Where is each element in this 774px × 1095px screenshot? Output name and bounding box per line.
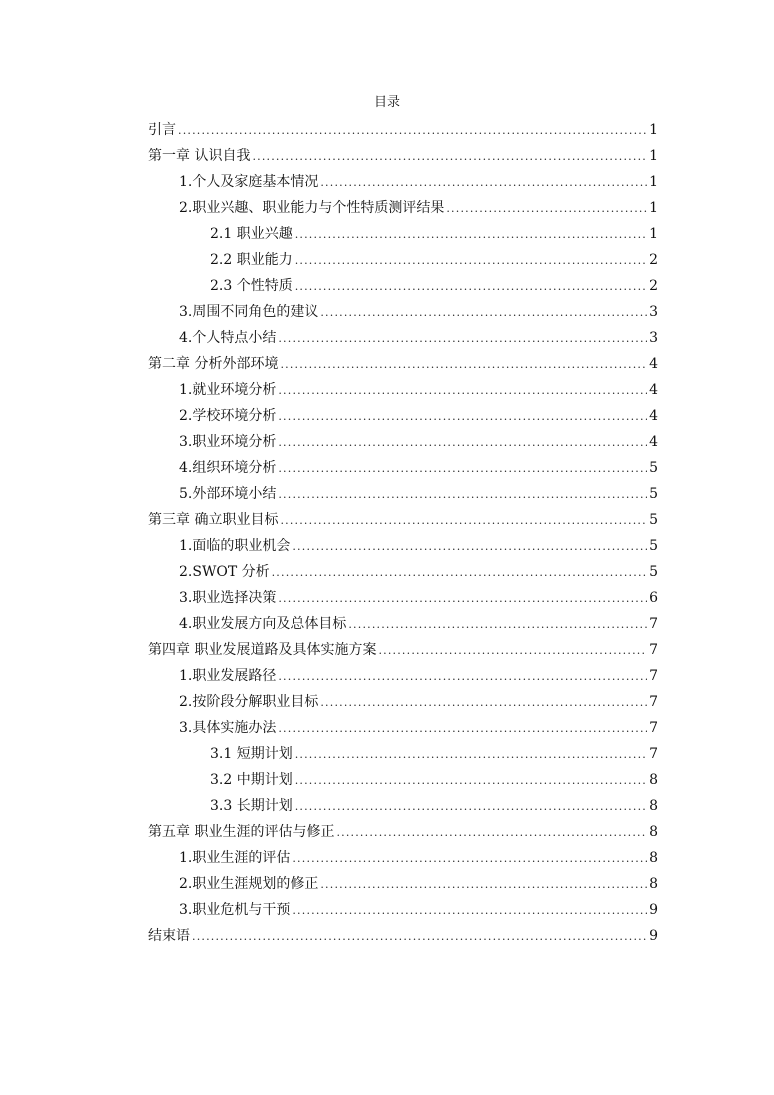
toc-page-number: 1	[649, 226, 658, 242]
toc-page-number: 8	[649, 798, 658, 814]
toc-page-number: 3	[649, 304, 658, 320]
toc-entry-label: 2.3 个性特质	[210, 278, 293, 294]
toc-entry[interactable]	[148, 247, 658, 273]
toc-entry[interactable]	[148, 273, 658, 299]
toc-entry[interactable]	[148, 325, 658, 351]
toc-entry-label: 3.职业环境分析	[179, 434, 277, 450]
toc-entry[interactable]	[148, 299, 658, 325]
toc-entry-label: 1.个人及家庭基本情况	[179, 174, 319, 190]
dot-leader	[295, 768, 647, 794]
toc-page-number: 7	[649, 720, 658, 736]
toc-page-number: 1	[649, 148, 658, 164]
toc-page-number: 5	[649, 538, 658, 554]
toc-page-number: 8	[649, 824, 658, 840]
toc-entry[interactable]	[148, 897, 658, 923]
toc-entry-label: 3.周围不同角色的建议	[179, 304, 319, 320]
dot-leader	[278, 716, 647, 742]
toc-entry-label: 3.具体实施办法	[179, 720, 277, 736]
toc-entry[interactable]	[148, 351, 658, 377]
toc-entry-label: 4.个人特点小结	[179, 330, 277, 346]
toc-entry-label: 第一章 认识自我	[148, 148, 251, 164]
toc-entry[interactable]	[148, 689, 658, 715]
toc-entry-label: 2.2 职业能力	[210, 252, 293, 268]
toc-page-number: 5	[649, 512, 658, 528]
toc-title: 目录	[373, 95, 400, 110]
toc-entry[interactable]	[148, 585, 658, 611]
dot-leader	[278, 430, 647, 456]
dot-leader	[295, 222, 647, 248]
toc-entry-label: 3.3 长期计划	[210, 798, 293, 814]
toc-entry[interactable]	[148, 507, 658, 533]
toc-entry-label: 2.职业生涯规划的修正	[179, 876, 319, 892]
toc-entry-label: 2.职业兴趣、职业能力与个性特质测评结果	[179, 200, 445, 216]
toc-entry[interactable]	[148, 169, 658, 195]
toc-page-number: 4	[649, 382, 658, 398]
toc-page-number: 5	[649, 564, 658, 580]
toc-list	[148, 117, 658, 949]
dot-leader	[295, 742, 647, 768]
dot-leader	[192, 924, 647, 950]
dot-leader	[295, 248, 647, 274]
toc-page-number: 8	[649, 772, 658, 788]
toc-page-number: 7	[649, 616, 658, 632]
toc-entry-label: 1.职业发展路径	[179, 668, 277, 684]
toc-entry[interactable]	[148, 793, 658, 819]
dot-leader	[278, 586, 647, 612]
toc-entry-label: 第三章 确立职业目标	[148, 512, 279, 528]
toc-page-number: 5	[649, 460, 658, 476]
toc-entry-label: 第二章 分析外部环境	[148, 356, 279, 372]
dot-leader	[292, 534, 647, 560]
toc-entry-label: 3.职业危机与干预	[179, 902, 291, 918]
toc-entry-label: 1.就业环境分析	[179, 382, 277, 398]
toc-entry[interactable]	[148, 481, 658, 507]
dot-leader	[295, 794, 647, 820]
dot-leader	[278, 378, 647, 404]
toc-page-number: 7	[649, 668, 658, 684]
toc-entry[interactable]	[148, 637, 658, 663]
toc-entry-label: 结束语	[148, 928, 190, 944]
toc-entry-label: 3.2 中期计划	[210, 772, 293, 788]
toc-entry[interactable]	[148, 455, 658, 481]
dot-leader	[278, 456, 647, 482]
toc-entry[interactable]	[148, 871, 658, 897]
toc-page-number: 1	[649, 122, 658, 138]
toc-page-number: 8	[649, 850, 658, 866]
toc-entry[interactable]	[148, 741, 658, 767]
toc-entry[interactable]	[148, 923, 658, 949]
toc-entry-label: 4.职业发展方向及总体目标	[179, 616, 347, 632]
toc-page-number: 9	[649, 902, 658, 918]
toc-page-number: 4	[649, 434, 658, 450]
toc-entry-label: 3.1 短期计划	[210, 746, 293, 762]
dot-leader	[280, 508, 647, 534]
dot-leader	[320, 872, 647, 898]
toc-entry-label: 2.学校环境分析	[179, 408, 277, 424]
dot-leader	[272, 560, 647, 586]
toc-page-number: 2	[649, 252, 658, 268]
toc-entry[interactable]	[148, 767, 658, 793]
dot-leader	[320, 690, 647, 716]
dot-leader	[292, 846, 647, 872]
dot-leader	[278, 404, 647, 430]
toc-entry-label: 第五章 职业生涯的评估与修正	[148, 824, 335, 840]
dot-leader	[446, 196, 647, 222]
toc-entry[interactable]	[148, 663, 658, 689]
toc-entry[interactable]	[148, 845, 658, 871]
toc-page-number: 1	[649, 200, 658, 216]
toc-page-number: 4	[649, 408, 658, 424]
dot-leader	[295, 274, 647, 300]
dot-leader	[278, 664, 647, 690]
toc-page-number: 2	[649, 278, 658, 294]
toc-entry-label: 1.职业生涯的评估	[179, 850, 291, 866]
toc-page-number: 8	[649, 876, 658, 892]
toc-entry[interactable]	[148, 117, 658, 143]
toc-entry-label: 第四章 职业发展道路及具体实施方案	[148, 642, 377, 658]
toc-page-number: 7	[649, 746, 658, 762]
toc-entry[interactable]	[148, 533, 658, 559]
dot-leader	[178, 118, 647, 144]
toc-entry-label: 1.面临的职业机会	[179, 538, 291, 554]
toc-entry-label: 5.外部环境小结	[179, 486, 277, 502]
toc-page-number: 5	[649, 486, 658, 502]
toc-entry[interactable]	[148, 559, 658, 585]
toc-entry-label: 4.组织环境分析	[179, 460, 277, 476]
toc-page-number: 9	[649, 928, 658, 944]
toc-entry[interactable]	[148, 819, 658, 845]
toc-entry-label: 2.1 职业兴趣	[210, 226, 293, 242]
toc-entry[interactable]	[148, 221, 658, 247]
toc-entry[interactable]	[148, 611, 658, 637]
toc-page-number: 1	[649, 174, 658, 190]
dot-leader	[252, 144, 647, 170]
dot-leader	[292, 898, 647, 924]
toc-entry-label: 3.职业选择决策	[179, 590, 277, 606]
toc-page-number: 7	[649, 642, 658, 658]
toc-entry[interactable]	[148, 195, 658, 221]
toc-entry-label: 2.按阶段分解职业目标	[179, 694, 319, 710]
dot-leader	[378, 638, 647, 664]
toc-entry[interactable]	[148, 377, 658, 403]
toc-entry[interactable]	[148, 429, 658, 455]
dot-leader	[320, 170, 647, 196]
dot-leader	[320, 300, 647, 326]
toc-entry-label: 引言	[148, 122, 176, 138]
toc-page-number: 3	[649, 330, 658, 346]
dot-leader	[278, 326, 647, 352]
dot-leader	[348, 612, 647, 638]
toc-entry[interactable]	[148, 715, 658, 741]
dot-leader	[278, 482, 647, 508]
dot-leader	[336, 820, 647, 846]
toc-entry[interactable]	[148, 403, 658, 429]
toc-entry[interactable]	[148, 143, 658, 169]
toc-entry-label: 2.SWOT 分析	[179, 564, 270, 580]
dot-leader	[280, 352, 647, 378]
toc-page-number: 6	[649, 590, 658, 606]
toc-page-number: 7	[649, 694, 658, 710]
toc-page-number: 4	[649, 356, 658, 372]
